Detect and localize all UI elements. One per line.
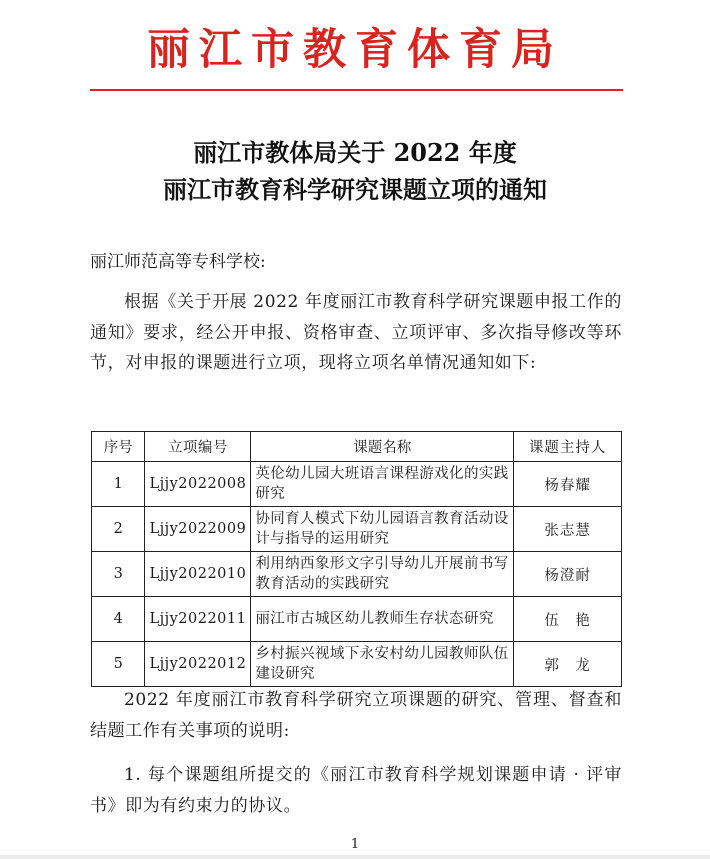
cell-code: Ljjy2022009 bbox=[145, 507, 251, 552]
red-header-rule bbox=[90, 89, 623, 91]
header-host: 课题主持人 bbox=[514, 432, 622, 462]
management-paragraph: 2022 年度丽江市教育科学研究立项课题的研究、管理、督查和结题工作有关事项的说明: bbox=[90, 690, 622, 741]
header-name: 课题名称 bbox=[251, 432, 514, 462]
intro-paragraph: 根据《关于开展 2022 年度丽江市教育科学研究课题申报工作的通知》要求，经公开申报、资格审查、立项评审、多次指导修改等环节，对申报的课题进行立项，现将立项名单情况通知如下: bbox=[90, 292, 622, 373]
table-row bbox=[92, 507, 622, 552]
page-number: 1 bbox=[350, 837, 360, 852]
cell-host: 杨春耀 bbox=[514, 462, 622, 507]
table-header-row bbox=[92, 432, 622, 462]
cell-seq: 1 bbox=[92, 462, 145, 507]
document-title-line-2: 丽江市教育科学研究课题立项的通知 bbox=[163, 175, 547, 204]
table-row bbox=[92, 462, 622, 507]
cell-seq: 2 bbox=[92, 507, 145, 552]
issuing-authority-header: 丽江市教育体育局 bbox=[147, 25, 563, 75]
cell-seq: 4 bbox=[92, 597, 145, 642]
page-bottom-edge bbox=[0, 855, 710, 859]
table-row bbox=[92, 552, 622, 597]
cell-name: 英伦幼儿园大班语言课程游戏化的实践研究 bbox=[251, 462, 514, 507]
cell-name: 利用纳西象形文字引导幼儿开展前书写教育活动的实践研究 bbox=[251, 552, 514, 597]
header-seq: 序号 bbox=[92, 432, 145, 462]
cell-name: 协同育人模式下幼儿园语言教育活动设计与指导的运用研究 bbox=[251, 507, 514, 552]
cell-host: 张志慧 bbox=[514, 507, 622, 552]
salutation: 丽江师范高等专科学校: bbox=[90, 252, 266, 272]
cell-code: Ljjy2022008 bbox=[145, 462, 251, 507]
item-1-paragraph: 1. 每个课题组所提交的《丽江市教育科学规划课题申请 · 评审书》即为有约束力的协议。 bbox=[90, 765, 622, 816]
project-table bbox=[91, 431, 622, 687]
cell-seq: 5 bbox=[92, 642, 145, 687]
header-code: 立项编号 bbox=[145, 432, 251, 462]
cell-host: 郭 龙 bbox=[514, 642, 622, 687]
cell-name: 乡村振兴视域下永安村幼儿园教师队伍建设研究 bbox=[251, 642, 514, 687]
cell-seq: 3 bbox=[92, 552, 145, 597]
cell-host: 伍 艳 bbox=[514, 597, 622, 642]
document-title-line-1: 丽江市教体局关于 2022 年度 bbox=[193, 138, 517, 167]
cell-name: 丽江市古城区幼儿教师生存状态研究 bbox=[251, 597, 514, 642]
table-row bbox=[92, 642, 622, 687]
cell-code: Ljjy2022012 bbox=[145, 642, 251, 687]
table-row bbox=[92, 597, 622, 642]
cell-host: 杨澄耐 bbox=[514, 552, 622, 597]
cell-code: Ljjy2022011 bbox=[145, 597, 251, 642]
cell-code: Ljjy2022010 bbox=[145, 552, 251, 597]
